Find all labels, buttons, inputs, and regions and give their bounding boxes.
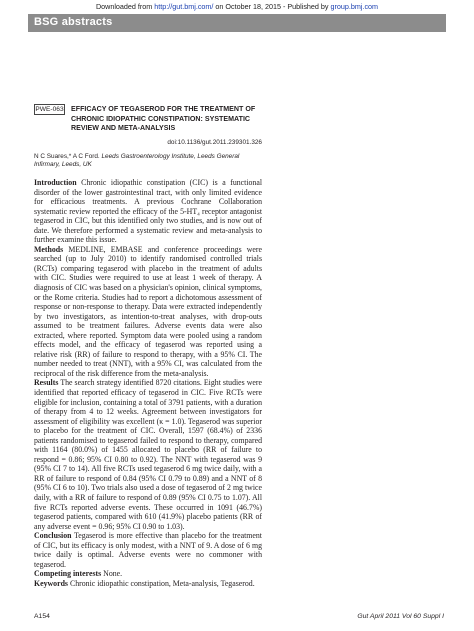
download-line (0, 2, 474, 11)
section-text: Chronic idiopathic constipation (CIC) is a functional disorder of the lower gastrointestinal tract, with only limited evidence for efficacious treatments. A previous Cochrane Collaboration systematic review reported the efficacy of the 5-HT₄ receptor antagonist tegaserod in CIC, but this identified only two studies, and is now out of date. We therefore performed a systematic review and meta-analysis to further examine this issue. (34, 177, 263, 245)
author-affiliation: Leeds Gastroenterology Institute, Leeds General Infirmary, Leeds, UK (34, 152, 240, 169)
section-heading: Conclusion (34, 531, 72, 541)
section-text: The search strategy identified 8720 citations. Eight studies were identified that reported efficacy of tegaserod in CIC. Five RCTs were eligible for inclusion, containing a total of 3791 patients, with a duration of therapy from 4 to 12 weeks. Agreement between investigators for assessment of eligibility was excellent (κ = 1.0). Tegaserod was superior to placebo for the treatment of CIC. Overall, 1597 (68.4%) of 2336 patients randomised to tegaserod failed to respond to therapy, compared with 1164 (80.0%) of 1455 allocated to placebo (RR of failure to respond = 0.86; 95% CI 0.80 to 0.92). The NNT with tegaserod was 9 (95% CI 7 to 14). All five RCTs used tegaserod 6 mg twice daily, with a RR of failure to respond of 0.84 (95% CI 0.79 to 0.89) and a NNT of 8 (95% CI 6 to 10). Two trials also used a dose of tegaserod of 2 mg twice daily, with a RR of failure to respond of 0.89 (95% CI 0.75 to 1.07). All five RCTs reported adverse events. These occurred in 1091 (46.7%) tegaserod patients, compared with 610 (41.9%) placebo patients (RR of any adverse event = 0.96; 95% CI 0.90 to 1.03). (34, 378, 262, 531)
section-introduction (34, 178, 262, 245)
section-text: None. (103, 569, 123, 579)
abstract-title: EFFICACY OF TEGASEROD FOR THE TREATMENT OF CHRONIC IDIOPATHIC CONSTIPATION: SYSTEMATIC REVIEW AND META-ANALYSIS (71, 105, 256, 133)
section-conclusion (34, 531, 262, 569)
page-number: A154 (34, 613, 50, 620)
download-middle: on October 18, 2015 - Published by (213, 2, 331, 11)
section-heading: Results (34, 378, 59, 388)
section-text: Chronic idiopathic constipation, Meta-analysis, Tegaserod. (69, 578, 255, 588)
section-competing-interests (34, 569, 262, 579)
section-heading: Keywords (34, 578, 68, 588)
abstract-body (34, 178, 262, 589)
abstract-code-badge: PWE-063 (35, 106, 64, 113)
section-heading: Competing interests (34, 569, 102, 579)
abstract (34, 104, 262, 588)
journal-citation: Gut April 2011 Vol 60 Suppl I (357, 613, 444, 620)
section-header-bar (28, 14, 446, 32)
section-heading: Methods (34, 244, 64, 254)
download-prefix: Downloaded from (95, 2, 155, 11)
section-keywords (34, 579, 262, 589)
section-text: Tegaserod is more effective than placebo for the treatment of CIC, but its efficacy is only modest, with a NNT of 9. A dose of 6 mg twice daily is optimal. Adverse events were no commoner with tegaserod. (34, 531, 262, 569)
group-bmj-link[interactable]: group.bmj.com (330, 2, 379, 11)
gut-url-link[interactable]: http://gut.bmj.com/ (154, 2, 214, 11)
abstract-doi: doi:10.1136/gut.2011.239301.326 (167, 138, 262, 146)
section-header-title: BSG abstracts (34, 16, 113, 28)
section-heading: Introduction (34, 177, 77, 187)
author-names: N C Suares,* A C Ford. (34, 152, 100, 160)
abstract-authors (34, 153, 262, 170)
section-text: MEDLINE, EMBASE and conference proceedings were searched (up to July 2010) to identify randomised controlled trials (RCTs) comparing tegaserod with placebo in the treatment of adults with CIC. Studies were required to use at least 1 week of therapy. A diagnosis of CIC was based on a physician's opinion, clinical symptoms, or the Rome criteria. Studies had to report a dichotomous assessment of response or non-response to therapy. Data were extracted independently by two investigators, as intention-to-treat analyses, with drop-outs assumed to be treatment failures. Adverse events data were also extracted, where reported. Symptom data were pooled using a random effects model, and the efficacy of tegaserod was reported using a relative risk (RR) of failure to respond to therapy, with a 95% CI. The number needed to treat (NNT), with a 95% CI, was calculated from the reciprocal of the risk difference from the meta-analysis. (34, 244, 262, 378)
section-methods (34, 245, 262, 379)
section-results (34, 378, 262, 531)
